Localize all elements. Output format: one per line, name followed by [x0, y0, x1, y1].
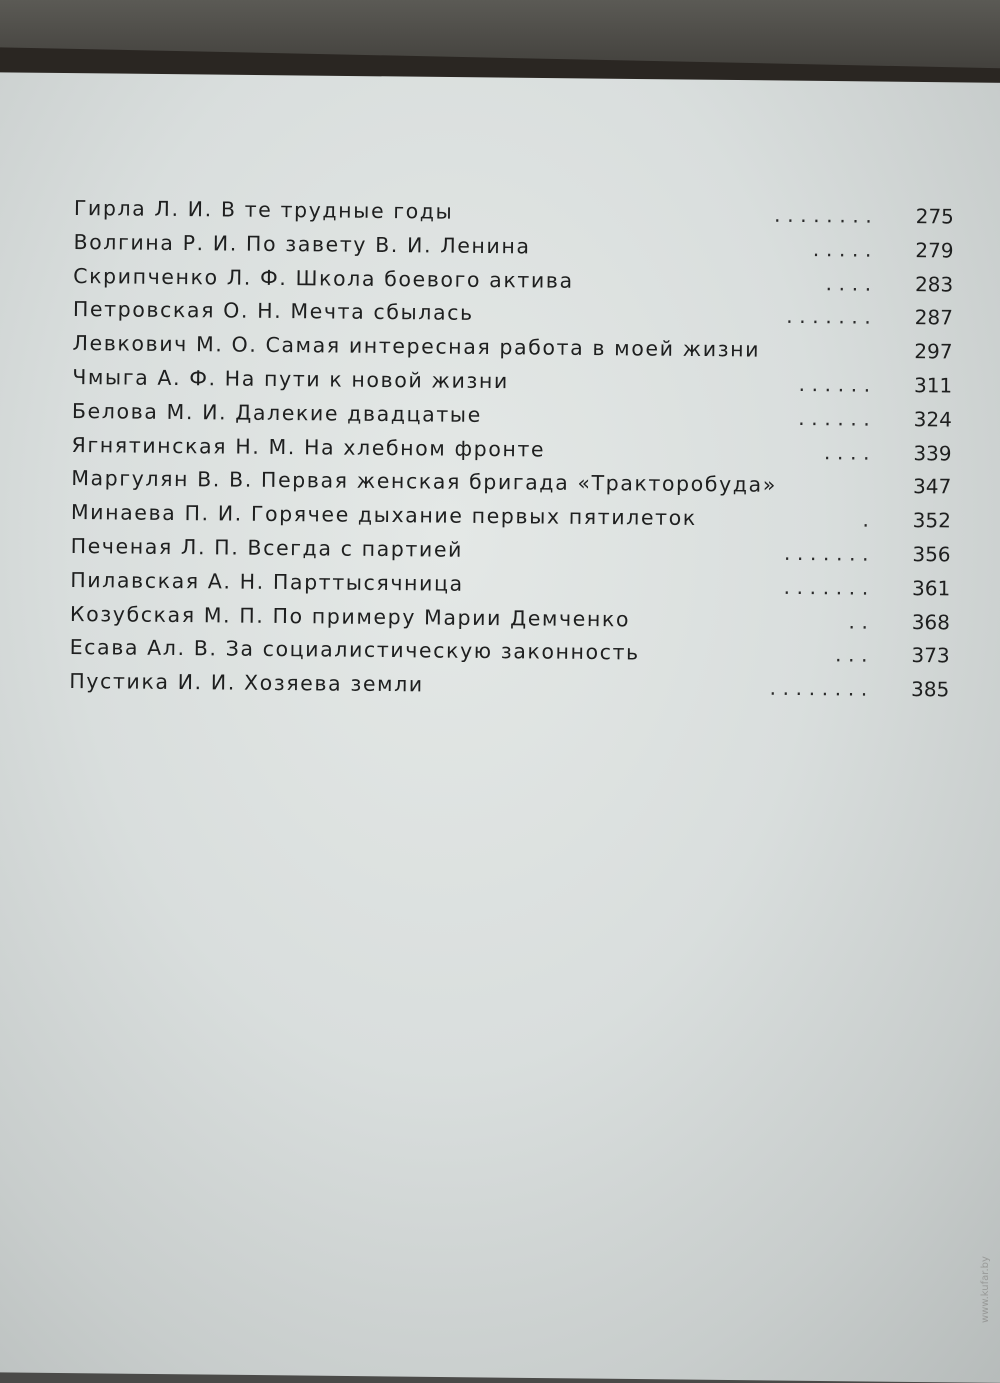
toc-leader-dots: . . . . . . . . [773, 202, 872, 228]
toc-entry-title: Козубская М. П. По примеру Марии Демченко [69, 601, 631, 631]
toc-entry-title: Есава Ал. В. За социалистическую законность [69, 635, 640, 665]
toc-page-number: 356 [912, 542, 951, 567]
toc-leader-dots: . . . [834, 642, 868, 667]
toc-entry-title: Гирла Л. И. В те трудные годы [73, 196, 454, 224]
toc-page-number: 373 [911, 643, 950, 668]
toc-page-number: 297 [914, 339, 953, 364]
toc-entry-title: Пилавская А. Н. Парттысячница [70, 567, 464, 596]
toc-leader-dots: . . . . . . [798, 405, 871, 431]
toc-entry-title: Минаева П. И. Горячее дыхание первых пятилеток [70, 500, 697, 531]
toc-leader-dots: . . . . . . . [783, 540, 869, 566]
toc-leader-dots: . . . . . . [798, 371, 871, 397]
toc-page-number: 368 [911, 609, 951, 634]
toc-entry-title: Петровская О. Н. Мечта сбылась [72, 297, 474, 326]
toc-leader-dots: . . . . [823, 439, 870, 465]
toc-leader-dots: . . . . . [812, 236, 872, 262]
toc-leader-dots: . . . . [825, 270, 872, 296]
toc-leader-dots [760, 357, 880, 358]
toc-leader-dots: . . . . . . . . [769, 675, 868, 701]
toc-page-number: 347 [912, 474, 952, 499]
toc-leader-dots: . . . . . . . [783, 574, 869, 600]
toc-entry-title: Скрипченко Л. Ф. Школа боевого актива [73, 263, 574, 293]
toc-page-number: 385 [911, 677, 950, 702]
toc-entry-title: Ягнятинская Н. М. На хлебном фронте [71, 432, 546, 462]
toc-leader-dots [777, 492, 879, 493]
toc-entry-title: Печеная Л. П. Всегда с партией [70, 533, 464, 562]
toc-entry-title: Белова М. И. Далекие двадцатые [71, 398, 482, 427]
toc-page-number: 352 [912, 508, 952, 533]
toc-page-number: 324 [913, 406, 953, 432]
toc-entry-title: Маргулян В. В. Первая женская бригада «Тракторобуда» [71, 466, 778, 498]
table-of-contents [69, 196, 954, 711]
toc-entry-title: Левкович М. О. Самая интересная работа в моей жизни [72, 331, 761, 362]
toc-page-number: 279 [915, 237, 954, 263]
toc-page-number: 287 [914, 305, 953, 330]
toc-page-number: 283 [914, 271, 954, 297]
toc-leader-dots: . . . . . . . [786, 304, 871, 330]
toc-page-number: 361 [911, 575, 951, 601]
toc-leader-dots: . [862, 507, 870, 532]
toc-entry-title: Волгина Р. И. По завету В. И. Ленина [73, 229, 531, 259]
toc-entry-title: Пустика И. И. Хозяева земли [69, 669, 424, 697]
watermark: www.kufar.by [980, 1256, 991, 1323]
toc-page-number: 311 [913, 373, 953, 398]
toc-page-number: 339 [913, 440, 952, 466]
toc-entry-title: Чмыга А. Ф. На пути к новой жизни [72, 364, 509, 394]
toc-leader-dots: . . [848, 609, 869, 634]
toc-page-number: 275 [915, 204, 954, 229]
